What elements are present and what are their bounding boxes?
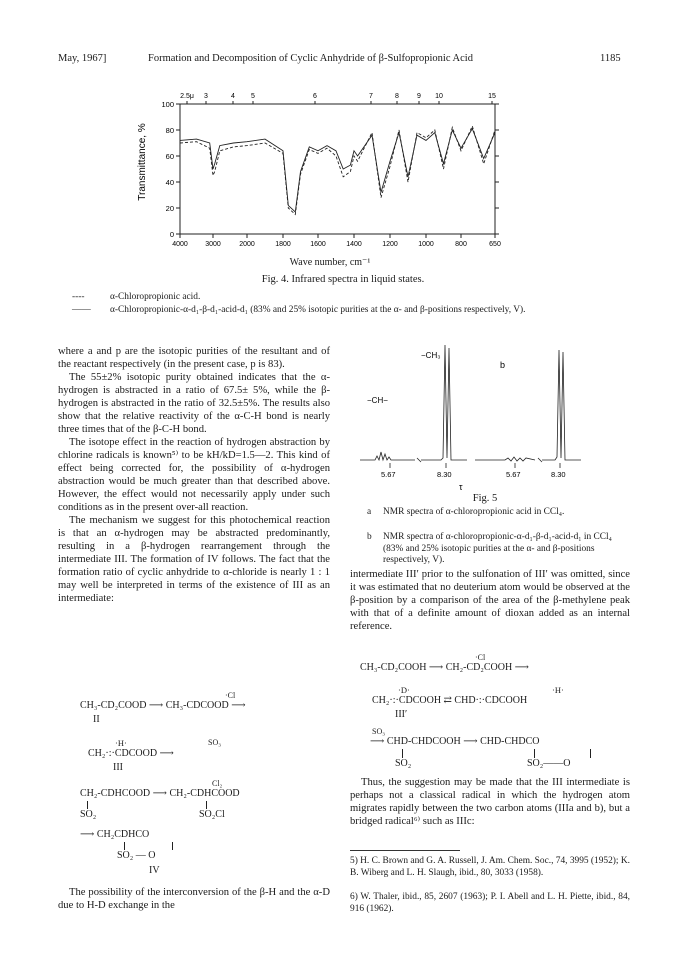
- left-para-5: The possibility of the interconversion of the β-H and the α-D due to H-D exchange in the: [58, 887, 330, 911]
- fig5-cap-a-key: a: [367, 507, 372, 517]
- ir-xtick-label: 650: [489, 241, 501, 248]
- eq3-cl2: Cl₂: [212, 779, 223, 788]
- footnote-5: 5) H. C. Brown and G. A. Russell, J. Am. Chem. Soc., 74, 3995 (1952); K. B. Wiberg and L. H. Slaugh, ibid., 80, 3033 (1958).: [350, 856, 630, 878]
- r-eq3-so3: SO₃: [372, 727, 386, 736]
- ir-ytick-label: 20: [165, 204, 174, 213]
- ir-plot-frame: [180, 104, 495, 234]
- fig4-caption: Fig. 4. Infrared spectra in liquid states.: [261, 274, 425, 285]
- eq4-bond1: [124, 842, 125, 850]
- ir-ylabel: Transmittance, %: [137, 123, 148, 201]
- right-para-1: [350, 568, 630, 633]
- left-para-3: The isotope effect in the reaction of hydrogen abstraction by chlorine radicals is known⁵⁾ to be kH/kD=1.5—2. This kind of effect being corrected for, the possibility of α-hydrogen abstraction would be much greater than that described above. However, the effect would not necessarily apply under such conditions as in the present over-all reaction.: [58, 437, 330, 513]
- r-eq3: ⟶ CHD-CHDCOOH ⟶ CHD-CHDCO: [370, 736, 540, 747]
- ir-top-tick-label: 7: [369, 93, 373, 100]
- r-eq2-label: III′: [395, 709, 408, 720]
- eq4-so2-o: SO₂ — O: [117, 850, 156, 861]
- ir-series-dashed: [180, 126, 495, 214]
- r-eq3-bond2: [534, 749, 535, 758]
- eq2: CH₂·:·CDCOOD ⟶: [88, 748, 174, 759]
- ir-xtick-label: 800: [455, 241, 467, 248]
- eq1-cl: ·Cl: [225, 691, 236, 700]
- left-para-1: where a and p are the isotopic purities of the resultant and of the reactant respectively (in the present case, p is 83).: [58, 346, 330, 370]
- ir-top-tick-label: 3: [204, 93, 208, 100]
- ir-xtick-label: 1000: [418, 241, 434, 248]
- ir-top-tick-label: 6: [313, 93, 317, 100]
- left-para-2: The 55±2% isotopic purity obtained indicates that the α-hydrogen is abstracted in a ratio of 67.5± 5%, while the β-hydrogen is abstracted in the ratio of 32.5±5%. The results also show that the relative reactivity of the α-C-H bond is nearly three times that of the β-C-H bond.: [58, 372, 330, 435]
- ir-xtick-label: 1800: [275, 241, 291, 248]
- eq1-label: II: [93, 714, 100, 725]
- r-eq2-d: ·D·: [398, 685, 410, 695]
- r-eq2-h: ·H·: [552, 685, 564, 695]
- ir-ytick-label: 80: [165, 126, 174, 135]
- r-eq3-bond1: [402, 749, 403, 758]
- ir-top-tick-label: 2.5μ: [180, 93, 194, 100]
- r-eq1-cl: ·Cl: [475, 653, 486, 662]
- fig4-legend2-mark: ——: [72, 305, 91, 315]
- nmr-tick-b1: 5.67: [506, 470, 521, 479]
- ir-xtick-label: 2000: [239, 241, 255, 248]
- fig5-cap-b: NMR spectra of α-chloropropionic-α-d₁-β-d₁-acid-d₁ in CCl₄ (83% and 25% isotopic purities at the α- and β-positions respectively, V).: [383, 532, 612, 566]
- ir-spectrum-chart: [135, 82, 525, 282]
- eq4: ⟶ CH₂CDHCO: [80, 829, 150, 840]
- ir-ytick-label: 40: [165, 178, 174, 187]
- eq1: CH₃-CD₂COOD ⟶ CH₃-CDCOOD ⟶: [80, 700, 246, 711]
- fig4-legend2: α-Chloropropionic-α-d₁-β-d₁-acid-d₁ (83% and 25% isotopic purities at the α- and β-positions respectively, V).: [110, 305, 526, 315]
- ir-series-solid: [180, 129, 495, 212]
- running-header-title: Formation and Decomposition of Cyclic Anhydride of β-Sulfopropionic Acid: [148, 53, 473, 64]
- r-eq3-so2o: SO₂——O: [527, 758, 571, 769]
- ir-xlabel: Wave number, cm⁻¹: [289, 257, 371, 268]
- ir-xtick-label: 1600: [310, 241, 326, 248]
- nmr-spectra: [355, 340, 615, 490]
- fig4-legend1-mark: ----: [72, 292, 85, 302]
- r-eq3-so2: SO₂: [395, 758, 412, 769]
- nmr-axis-tau: τ: [459, 482, 463, 490]
- eq4-bond2: [172, 842, 173, 850]
- nmr-peak-ch: −CH−: [367, 396, 388, 405]
- running-header-left: May, 1967]: [58, 53, 107, 64]
- nmr-tick-b2: 8.30: [551, 470, 566, 479]
- ir-top-tick-label: 4: [231, 93, 235, 100]
- ir-top-tick-label: 10: [435, 93, 443, 100]
- right-para-2: [350, 776, 630, 828]
- left-para-4: The mechanism we suggest for this photochemical reaction is that an α-hydrogen may be abstracted predominantly, resulting in a β-hydrogen rearrangement through the intermediate III. The formation of IV follows. The fact that the formation ratio of cyclic anhydride to α-chloride is nearly 1 : 1 may well be interpreted in terms of the existence of III as an intermediate:: [58, 515, 330, 604]
- ir-top-tick-label: 15: [488, 93, 496, 100]
- page-number: 1185: [600, 53, 621, 64]
- right-para-2-text: Thus, the suggestion may be made that the III intermediate is perhaps not a classical radical in which the hydrogen atom migrates rapidly between the two carbon atoms (IIIa and b), but a bridged radical⁶⁾ such as IIIc:: [350, 777, 630, 827]
- r-eq2: CH₂·:·CDCOOH ⇄ CHD·:·CDCOOH: [372, 695, 528, 706]
- eq2-so3: SO₃: [208, 738, 222, 747]
- ir-ytick-label: 100: [161, 100, 174, 109]
- ir-xtick-label: 4000: [172, 241, 188, 248]
- r-eq3-bond3: [590, 749, 591, 758]
- nmr-tick-a1: 5.67: [381, 470, 396, 479]
- ir-xtick-label: 1400: [346, 241, 362, 248]
- eq4-label: IV: [149, 865, 160, 876]
- ir-ytick-label: 60: [165, 152, 174, 161]
- eq3-so2cl: SO₂Cl: [199, 809, 225, 820]
- nmr-peak-ch3: −CH₃: [421, 351, 441, 360]
- eq3-bond1: [87, 801, 88, 809]
- nmr-tick-a2: 8.30: [437, 470, 452, 479]
- eq2-h: ·H·: [115, 738, 127, 748]
- eq2-label: III: [113, 762, 123, 773]
- left-column: [58, 345, 330, 605]
- eq3: CH₂-CDHCOOD ⟶ CH₂-CDHCOOD: [80, 788, 240, 799]
- ir-top-tick-label: 9: [417, 93, 421, 100]
- right-para-1-text: intermediate III′ prior to the sulfonation of III′ was omitted, since it was estimated that no deuterium atom would be observed at the β-position by a comparison of the area of the β-methylene peak with that of a definite amount of dioxan added as an internal reference.: [350, 569, 630, 632]
- r-eq1: CH₃-CD₂COOH ⟶ CH₂-CD₂COOH ⟶: [360, 662, 530, 673]
- fig5-title: Fig. 5: [472, 493, 498, 504]
- ir-top-tick-label: 5: [251, 93, 255, 100]
- footnote-rule: [350, 850, 460, 851]
- fig4-legend1: α-Chloropropionic acid.: [110, 292, 201, 302]
- fig5-cap-b-key: b: [367, 532, 372, 542]
- footnote-6: 6) W. Thaler, ibid., 85, 2607 (1963); P. I. Abell and L. H. Piette, ibid., 84, 916 (1962).: [350, 892, 630, 914]
- ir-xtick-label: 3000: [205, 241, 221, 248]
- ir-ytick-label: 0: [169, 230, 174, 239]
- ir-xtick-label: 1200: [382, 241, 398, 248]
- nmr-label-b: b: [500, 360, 506, 370]
- eq3-so2: SO₂: [80, 809, 97, 820]
- ir-top-tick-label: 8: [395, 93, 399, 100]
- fig5-cap-a: NMR spectra of α-chloropropionic acid in CCl₄.: [383, 507, 565, 517]
- left-para-5-wrap: [58, 886, 330, 912]
- eq3-bond2: [206, 801, 207, 809]
